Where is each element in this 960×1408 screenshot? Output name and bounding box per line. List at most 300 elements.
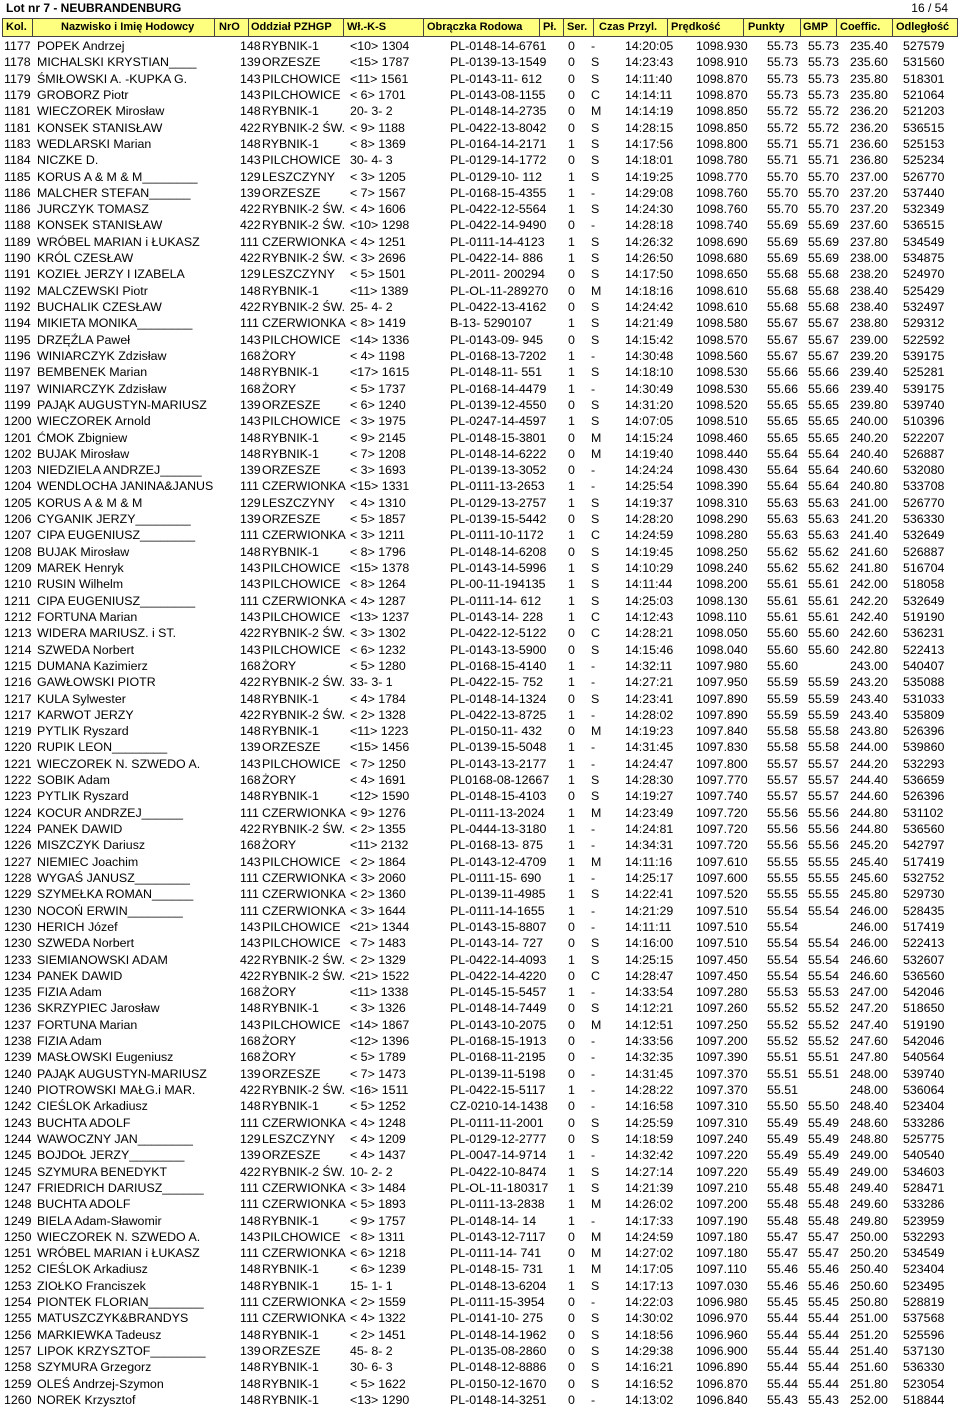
cell-wlks: < 4> 1784 [350, 691, 406, 706]
cell-punkty: 55.72 [767, 120, 799, 135]
cell-coeffic: 240.20 [850, 430, 888, 445]
cell-wlks: < 2> 1864 [350, 854, 406, 869]
cell-kol: 1181 [4, 104, 31, 119]
cell-predkosc: 1097.610 [696, 854, 748, 869]
cell-ser: S [591, 1376, 600, 1391]
cell-coeffic: 244.80 [850, 805, 888, 820]
cell-obraczka: PL-0129-14-1772 [450, 153, 547, 168]
cell-gmp: 55.62 [808, 561, 840, 575]
cell-pl: 1 [568, 675, 575, 690]
cell-ser: M [591, 446, 602, 461]
cell-czas: 14:18:10 [625, 365, 674, 380]
cell-punkty: 55.55 [767, 887, 799, 902]
cell-kol: 1177 [4, 39, 31, 53]
cell-nro: 422 [240, 1083, 261, 1097]
cell-punkty: 55.47 [767, 1246, 799, 1261]
cell-pl: 1 [568, 1262, 575, 1277]
cell-name: WRÓBEL MARIAN i ŁUKASZ [37, 1246, 200, 1261]
cell-czas: 14:19:40 [625, 446, 674, 461]
cell-name: BUCHTA ADOLF [37, 1197, 131, 1212]
cell-name: MICHALSKI KRYSTIAN____ [37, 55, 197, 70]
cell-name: PYTLIK Ryszard [37, 724, 129, 739]
cell-wlks: <16> 1511 [350, 1083, 409, 1097]
cell-odleglosc: 539175 [903, 381, 945, 396]
cell-oddzial: PILCHOWICE [262, 642, 341, 657]
cell-name: BOJDOŁ JERZY________ [37, 1148, 185, 1163]
cell-ser: - [591, 39, 596, 53]
cell-name: MALCZEWSKI Piotr [37, 283, 148, 298]
cell-obraczka: PL-0422-13-4162 [450, 300, 547, 314]
cell-punkty: 55.52 [767, 1017, 799, 1032]
cell-ser: - [591, 1148, 596, 1163]
cell-kol: 1243 [4, 1115, 32, 1130]
cell-gmp: 55.54 [808, 968, 840, 983]
cell-gmp: 55.64 [808, 463, 840, 478]
cell-punkty: 55.59 [767, 707, 799, 722]
cell-czas: 14:28:02 [625, 707, 674, 722]
cell-nro: 129 [240, 1131, 261, 1146]
cell-pl: 1 [568, 365, 575, 380]
cell-odleglosc: 532649 [903, 528, 945, 543]
cell-gmp: 55.68 [808, 267, 840, 282]
cell-pl: 0 [568, 463, 575, 478]
cell-czas: 14:30:48 [625, 348, 674, 363]
table-row [0, 315, 960, 331]
cell-kol: 1210 [4, 577, 32, 592]
cell-oddzial: PILCHOWICE [262, 1017, 341, 1032]
cell-gmp: 55.49 [808, 1115, 840, 1130]
cell-czas: 14:11:44 [625, 577, 673, 592]
cell-ser: - [591, 822, 596, 836]
cell-predkosc: 1097.510 [696, 903, 748, 918]
cell-obraczka: PL-0148-14-1962 [450, 1327, 547, 1342]
cell-pl: 0 [568, 642, 575, 657]
cell-oddzial: RYBNIK-2 ŚW. [262, 626, 346, 641]
cell-coeffic: 238.80 [850, 316, 888, 331]
cell-wlks: < 9> 1188 [350, 120, 405, 135]
cell-pl: 1 [568, 609, 575, 624]
cell-gmp: 55.56 [808, 838, 840, 853]
cell-oddzial: RYBNIK-1 [262, 446, 319, 461]
cell-pl: 0 [568, 1295, 575, 1310]
cell-oddzial: RYBNIK-1 [262, 1327, 319, 1342]
cell-wlks: <15> 1331 [350, 479, 410, 494]
col-wlks: Wł.-K-S [347, 21, 387, 33]
cell-wlks: < 6> 1239 [350, 1262, 406, 1277]
cell-ser: S [591, 952, 600, 967]
cell-predkosc: 1097.770 [696, 773, 748, 788]
cell-oddzial: CZERWIONKA [262, 1246, 346, 1261]
cell-pl: 0 [568, 39, 575, 53]
cell-czas: 14:21:39 [625, 1180, 674, 1195]
cell-czas: 14:17:33 [625, 1213, 674, 1228]
cell-odleglosc: 526770 [903, 495, 945, 510]
cell-pl: 1 [568, 185, 575, 200]
cell-ser: - [591, 1099, 596, 1114]
cell-pl: 0 [568, 71, 575, 86]
cell-gmp: 55.73 [808, 71, 840, 86]
cell-obraczka: PL-0422-13-8042 [450, 120, 547, 135]
cell-gmp: 55.54 [808, 936, 840, 951]
cell-kol: 1223 [4, 789, 32, 804]
table-row [0, 609, 960, 625]
cell-nro: 111 [240, 1197, 259, 1212]
cell-obraczka: PL-0422-14-9490 [450, 218, 547, 233]
cell-coeffic: 242.60 [850, 626, 888, 641]
table-row [0, 560, 960, 576]
cell-wlks: <13> 1237 [350, 609, 410, 624]
cell-punkty: 55.51 [767, 1083, 799, 1097]
cell-oddzial: LESZCZYNY [262, 495, 335, 510]
cell-pl: 1 [568, 316, 575, 331]
cell-obraczka: PL-0111-14-4123 [450, 234, 545, 249]
cell-coeffic: 248.00 [850, 1083, 888, 1097]
cell-gmp: 55.46 [808, 1262, 840, 1277]
cell-oddzial: PILCHOWICE [262, 756, 341, 771]
table-row [0, 364, 960, 380]
cell-punkty: 55.44 [767, 1327, 799, 1342]
cell-nro: 111 [240, 528, 259, 543]
cell-gmp: 55.48 [808, 1197, 840, 1212]
cell-kol: 1226 [4, 838, 32, 853]
cell-oddzial: CZERWIONKA [262, 1180, 346, 1195]
cell-czas: 14:14:19 [625, 104, 674, 119]
cell-ser: S [591, 267, 600, 282]
cell-kol: 1205 [4, 495, 32, 510]
cell-coeffic: 249.80 [850, 1213, 888, 1228]
cell-nro: 148 [240, 1360, 261, 1375]
cell-odleglosc: 526770 [903, 169, 945, 184]
cell-name: DRZĘŹLA Paweł [37, 332, 130, 347]
cell-punkty: 55.69 [767, 251, 799, 266]
table-row [0, 1245, 960, 1261]
table-row [0, 527, 960, 543]
cell-obraczka: PL-OL-11-180317 [450, 1180, 549, 1195]
cell-pl: 0 [568, 1099, 575, 1114]
table-row [0, 120, 960, 136]
cell-czas: 14:19:23 [625, 724, 674, 739]
cell-name: KULA Sylwester [37, 691, 126, 706]
cell-czas: 14:28:30 [625, 773, 674, 788]
cell-kol: 1212 [4, 609, 32, 624]
cell-ser: - [591, 870, 596, 885]
cell-punkty: 55.66 [767, 365, 799, 380]
cell-nro: 143 [240, 936, 261, 951]
cell-odleglosc: 536560 [903, 822, 945, 836]
cell-czas: 14:26:50 [625, 251, 674, 266]
cell-name: WYGAŚ JANUSZ________ [37, 870, 190, 885]
cell-nro: 148 [240, 104, 261, 119]
page-number: 16 / 54 [911, 1, 948, 15]
cell-name: MATUSZCZYK&BRANDYS [37, 1311, 189, 1326]
cell-ser: - [591, 756, 596, 771]
cell-ser: M [591, 1197, 602, 1212]
cell-nro: 139 [240, 1148, 261, 1163]
cell-odleglosc: 532497 [903, 300, 945, 314]
cell-pl: 0 [568, 446, 575, 461]
cell-kol: 1214 [4, 642, 32, 657]
cell-coeffic: 252.00 [850, 1392, 888, 1407]
cell-kol: 1215 [4, 658, 32, 673]
cell-coeffic: 247.60 [850, 1034, 888, 1049]
cell-name: SZYMURA BENEDYKT [37, 1164, 168, 1179]
cell-kol: 1197 [4, 365, 31, 380]
cell-pl: 0 [568, 55, 575, 70]
cell-odleglosc: 539740 [903, 397, 945, 412]
cell-ser: S [591, 234, 600, 249]
cell-oddzial: PILCHOWICE [262, 332, 341, 347]
cell-nro: 422 [240, 120, 261, 135]
cell-nro: 143 [240, 919, 261, 934]
cell-obraczka: PL-0168-13- 875 [450, 838, 543, 853]
cell-obraczka: PL-00-11-194135 [450, 577, 546, 592]
cell-obraczka: PL-0141-10- 275 [450, 1311, 543, 1326]
cell-kol: 1224 [4, 822, 32, 836]
table-row [0, 1017, 960, 1033]
cell-coeffic: 238.00 [850, 251, 888, 266]
cell-oddzial: ŻORY [262, 838, 297, 853]
cell-obraczka: PL-0168-15-1913 [450, 1034, 547, 1049]
cell-oddzial: RYBNIK-1 [262, 1278, 319, 1293]
cell-coeffic: 243.20 [850, 675, 888, 690]
cell-czas: 14:33:54 [625, 985, 674, 1000]
cell-ser: - [591, 903, 596, 918]
table-row [0, 805, 960, 821]
cell-odleglosc: 532607 [903, 952, 945, 967]
table-row [0, 201, 960, 217]
cell-nro: 422 [240, 675, 261, 690]
cell-obraczka: PL-0143-11- 612 [450, 71, 543, 86]
cell-punkty: 55.70 [767, 169, 799, 184]
cell-gmp: 55.48 [808, 1213, 840, 1228]
table-row [0, 1147, 960, 1163]
cell-kol: 1195 [4, 332, 31, 347]
cell-oddzial: PILCHOWICE [262, 609, 341, 624]
cell-pl: 1 [568, 414, 575, 429]
cell-ser: - [591, 1295, 596, 1310]
cell-ser: M [591, 1017, 602, 1032]
table-row [0, 1343, 960, 1359]
cell-obraczka: PL-0150-12-1670 [450, 1376, 547, 1391]
cell-coeffic: 243.80 [850, 724, 888, 739]
table-row [0, 397, 960, 413]
cell-czas: 14:18:01 [625, 153, 674, 168]
cell-name: WIECZOREK Arnold [37, 414, 151, 429]
cell-predkosc: 1097.390 [696, 1050, 748, 1065]
cell-czas: 14:28:15 [625, 120, 674, 135]
cell-gmp: 55.57 [808, 773, 840, 788]
cell-pl: 0 [568, 267, 575, 282]
cell-obraczka: PL-0139-11-5198 [450, 1066, 546, 1081]
cell-obraczka: PL-0422-14-4093 [450, 952, 547, 967]
cell-kol: 1209 [4, 561, 32, 575]
cell-odleglosc: 533286 [903, 1197, 945, 1212]
cell-kol: 1253 [4, 1278, 32, 1293]
cell-wlks: <15> 1378 [350, 561, 410, 575]
cell-predkosc: 1097.200 [696, 1197, 748, 1212]
cell-ser: S [591, 495, 600, 510]
cell-czas: 14:19:37 [625, 495, 674, 510]
cell-oddzial: ŻORY [262, 1050, 297, 1065]
cell-predkosc: 1097.310 [696, 1099, 748, 1114]
cell-wlks: < 3> 1484 [350, 1180, 406, 1195]
cell-predkosc: 1097.510 [696, 936, 748, 951]
cell-predkosc: 1098.740 [696, 218, 748, 233]
table-row [0, 1196, 960, 1212]
cell-czas: 14:28:21 [625, 626, 674, 641]
cell-predkosc: 1097.830 [696, 740, 748, 755]
cell-predkosc: 1097.840 [696, 724, 748, 739]
cell-odleglosc: 526887 [903, 544, 945, 559]
cell-ser: S [591, 169, 600, 184]
cell-name: SIEMIANOWSKI ADAM [37, 952, 168, 967]
cell-czas: 14:25:54 [625, 479, 674, 494]
cell-gmp: 55.50 [808, 1099, 840, 1114]
cell-odleglosc: 526396 [903, 789, 945, 804]
cell-name: MARKIEWKA Tadeusz [37, 1327, 162, 1342]
cell-wlks: < 4> 1437 [350, 1148, 406, 1163]
cell-nro: 111 [240, 870, 259, 885]
cell-pl: 1 [568, 381, 575, 396]
cell-punkty: 55.63 [767, 528, 799, 543]
cell-predkosc: 1097.250 [696, 1017, 748, 1032]
cell-punkty: 55.44 [767, 1311, 799, 1326]
cell-obraczka: PL-0148-14-1324 [450, 691, 547, 706]
table-row [0, 152, 960, 168]
cell-oddzial: PILCHOWICE [262, 936, 341, 951]
cell-czas: 14:30:49 [625, 381, 674, 396]
cell-kol: 1217 [4, 691, 32, 706]
cell-obraczka: PL-0139-13-3052 [450, 463, 547, 478]
cell-obraczka: PL-0148-14-3251 [450, 1392, 547, 1407]
cell-odleglosc: 540540 [903, 1148, 945, 1163]
cell-oddzial: RYBNIK-2 ŚW. [262, 300, 346, 314]
cell-punkty: 55.63 [767, 495, 799, 510]
cell-name: FIZIA Adam [37, 985, 102, 1000]
cell-oddzial: CZERWIONKA [262, 528, 346, 543]
cell-pl: 1 [568, 495, 575, 510]
cell-coeffic: 246.00 [850, 919, 888, 934]
cell-name: JURCZYK TOMASZ [37, 202, 149, 217]
cell-name: BUCHALIK CZESŁAW [37, 300, 162, 314]
cell-nro: 139 [240, 397, 261, 412]
cell-name: WIECZOREK N. SZWEDO A. [37, 756, 201, 771]
cell-odleglosc: 517419 [903, 854, 945, 869]
cell-odleglosc: 522592 [903, 332, 945, 347]
cell-nro: 168 [240, 348, 261, 363]
cell-pl: 1 [568, 1278, 575, 1293]
cell-coeffic: 249.40 [850, 1180, 888, 1195]
cell-coeffic: 241.00 [850, 495, 888, 510]
cell-odleglosc: 540564 [903, 1050, 945, 1065]
cell-punkty: 55.49 [767, 1164, 799, 1179]
table-row [0, 54, 960, 70]
cell-odleglosc: 532649 [903, 593, 945, 608]
cell-name: MISZCZYK Dariusz [37, 838, 146, 853]
cell-gmp: 55.66 [808, 381, 840, 396]
cell-pl: 0 [568, 936, 575, 951]
cell-obraczka: B-13- 5290107 [450, 316, 532, 331]
cell-ser: - [591, 1050, 596, 1065]
cell-odleglosc: 532752 [903, 870, 945, 885]
cell-nro: 111 [240, 479, 259, 494]
cell-kol: 1184 [4, 153, 31, 168]
cell-nro: 139 [240, 55, 261, 70]
cell-wlks: < 5> 1280 [350, 658, 406, 673]
cell-kol: 1183 [4, 136, 31, 151]
cell-oddzial: RYBNIK-1 [262, 39, 319, 53]
cell-predkosc: 1098.760 [696, 185, 748, 200]
cell-punkty: 55.47 [767, 1229, 799, 1244]
cell-gmp: 55.52 [808, 1034, 840, 1049]
cell-obraczka: PL-0168-11-2195 [450, 1050, 546, 1065]
cell-kol: 1224 [4, 805, 32, 820]
cell-wlks: < 8> 1311 [350, 1229, 405, 1244]
cell-predkosc: 1098.200 [696, 577, 748, 592]
cell-odleglosc: 534875 [903, 251, 945, 266]
cell-name: MALCHER STEFAN______ [37, 185, 191, 200]
table-row [0, 87, 960, 103]
cell-coeffic: 250.20 [850, 1246, 888, 1261]
cell-odleglosc: 519190 [903, 1017, 945, 1032]
cell-predkosc: 1098.050 [696, 626, 748, 641]
cell-coeffic: 250.80 [850, 1295, 888, 1310]
cell-ser: M [591, 1246, 602, 1261]
cell-wlks: < 8> 1369 [350, 136, 406, 151]
cell-czas: 14:18:59 [625, 1131, 674, 1146]
cell-coeffic: 235.80 [850, 71, 888, 86]
cell-punkty: 55.67 [767, 316, 799, 331]
cell-gmp: 55.53 [808, 985, 840, 1000]
table-row [0, 723, 960, 739]
cell-oddzial: RYBNIK-2 ŚW. [262, 968, 346, 983]
cell-coeffic: 248.60 [850, 1115, 888, 1130]
cell-obraczka: PL-0111-14-1655 [450, 903, 545, 918]
cell-kol: 1197 [4, 381, 31, 396]
cell-obraczka: PL-0422-15-5117 [450, 1083, 546, 1097]
cell-predkosc: 1097.890 [696, 707, 748, 722]
cell-name: CIPA EUGENIUSZ________ [37, 528, 196, 543]
table-row [0, 169, 960, 185]
cell-pl: 0 [568, 512, 575, 527]
cell-gmp: 55.44 [808, 1344, 840, 1358]
cell-predkosc: 1098.250 [696, 544, 748, 559]
table-row [0, 381, 960, 397]
cell-predkosc: 1096.840 [696, 1392, 748, 1407]
cell-name: KONSEK STANISŁAW [37, 120, 163, 135]
cell-gmp: 55.45 [808, 1295, 840, 1310]
cell-obraczka: PL-0148-14-7449 [450, 1001, 547, 1016]
cell-oddzial: RYBNIK-1 [262, 1001, 319, 1016]
cell-predkosc: 1098.910 [696, 55, 748, 70]
cell-ser: S [591, 1278, 600, 1293]
table-row [0, 495, 960, 511]
cell-pl: 0 [568, 1115, 575, 1130]
cell-pl: 1 [568, 952, 575, 967]
cell-kol: 1234 [4, 968, 32, 983]
cell-punkty: 55.44 [767, 1344, 799, 1358]
cell-gmp: 55.52 [808, 1001, 840, 1016]
cell-wlks: <10> 1304 [350, 39, 410, 53]
cell-czas: 14:25:03 [625, 593, 674, 608]
cell-oddzial: ORZESZE [262, 397, 321, 412]
cell-predkosc: 1098.850 [696, 120, 748, 135]
cell-odleglosc: 539175 [903, 348, 945, 363]
cell-oddzial: PILCHOWICE [262, 71, 341, 86]
cell-odleglosc: 521203 [903, 104, 945, 119]
cell-pl: 1 [568, 870, 575, 885]
cell-obraczka: PL-0422-13-8725 [450, 707, 547, 722]
